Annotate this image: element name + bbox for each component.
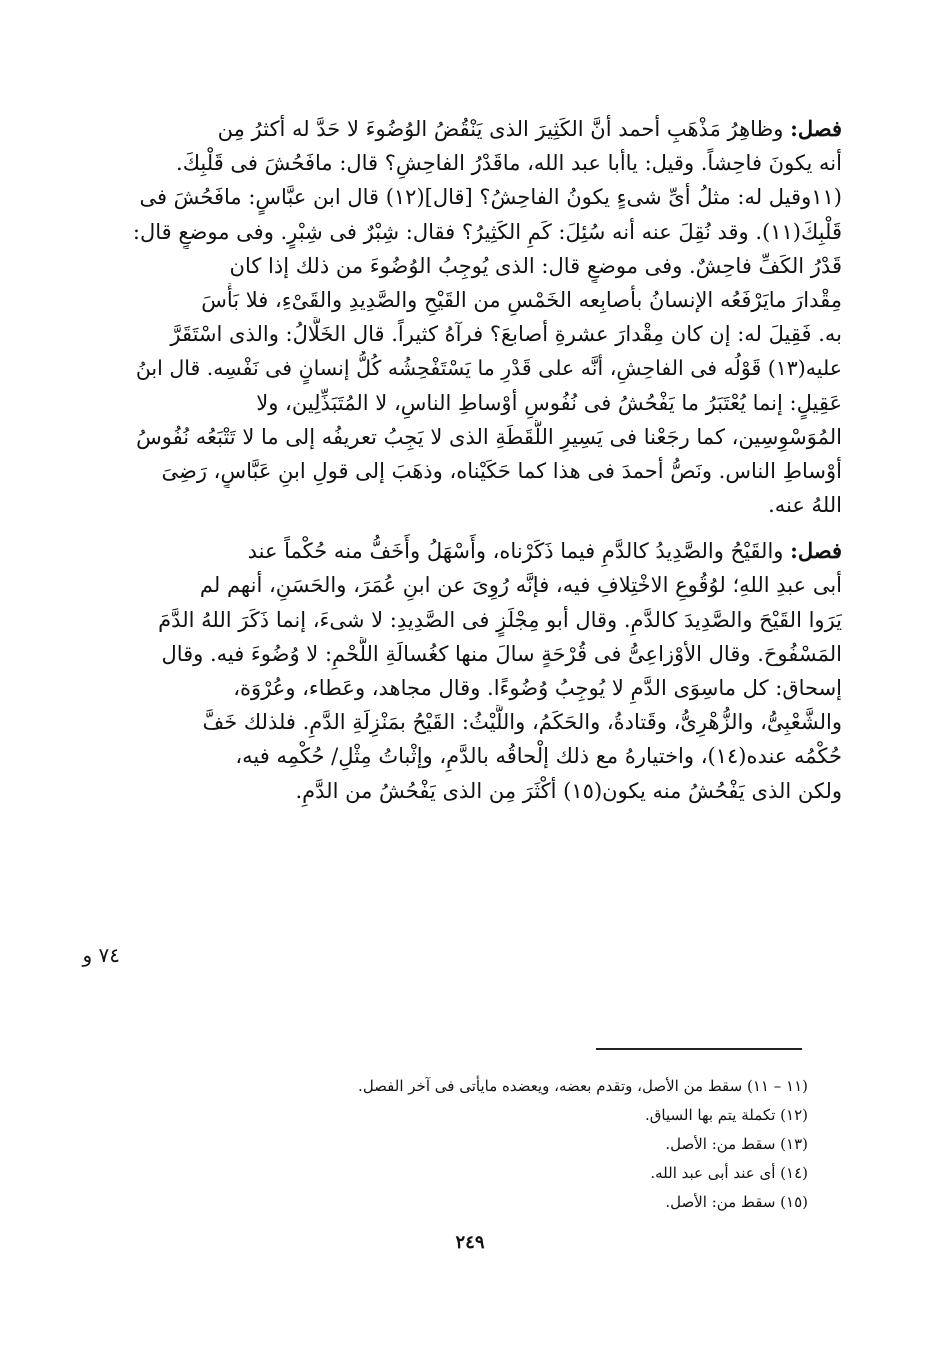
paragraph-2-line: ولكن الذى يَفْحُشُ منه يكون(١٥) أكْثَرَ مِن الذى يَفْحُشُ من الدَّمِ.: [295, 778, 842, 803]
paragraph-1-line: قَلْبِكَ(١١). وقد نُقِلَ عنه أنه سُئِلَ: كَمِ الكَثِيرُ؟ فقال: شِبْرٌ فى شِبْرٍ. وفى موضعٍ قال:: [132, 219, 842, 244]
paragraph-1-line: عليه(١٣) قَوْلُه فى الفاحِشِ، أنَّه على قَدْرِ ما يَسْتَفْحِشُه كُلُّ إنسانٍ فى نَفْسِه. قال ابنُ: [135, 356, 842, 381]
paragraph-2-line: المَسْفُوحَ. وقال الأوْزاعِىُّ فى قُرْحَةٍ سالَ منها كغُسالَةِ اللَّحْمِ: لا وُضُوءَ فيه. وقال: [161, 641, 842, 666]
paragraph-2-line: فصل: والقَيْحُ والصَّدِيدُ كالدَّمِ فيما ذَكَرْناه، وأَسْهَلُ وأَخَفُّ منه حُكْماً عند: [247, 538, 842, 564]
paragraph-1-line: مِقْدارَ مايَرْفَعُه الإنسانُ بأصابِعه الخَمْسِ من القَيْحِ والصَّدِيدِ والقَىْءِ، فلا بَأْسَ: [201, 287, 842, 312]
paragraph-2-line: يَرَوا القَيْحَ والصَّدِيدَ كالدَّمِ. وقال أبو مِجْلَزٍ فى الصَّدِيدِ: لا شىءَ، إنما ذَكَرَ اللهُ الدَّمَ: [158, 607, 842, 632]
section-heading-word: فصل:: [790, 116, 842, 141]
paragraph-2-line: والشَّعْبِىُّ، والزُّهْرِىُّ، وقَتادةُ، والحَكَمُ، واللَّيْثُ: القَيْحُ بمَنْزِلَةِ الدَّمِ. فلذلك خَفَّ: [202, 710, 842, 735]
paragraph-1-line: المُوَسْوِسِين، كما رجَعْنا فى يَسِيرِ اللُّقَطَةِ الذى لا يَجِبُ تعريفُه إلى ما لا تَتْبَعُه نُفُوسُ: [136, 424, 842, 449]
paragraph-2-line: إسحاق: كل ماسِوَى الدَّمِ لا يُوجِبُ وُضُوءًا. وقال مجاهد، وعَطاء، وعُرْوَة،: [233, 676, 842, 700]
paragraph-1-line: فصل: وظاهِرُ مَذْهَبِ أحمد أنَّ الكَثِيرَ الذى يَنْقُضُ الوُضُوءَ لا حَدَّ له أكثرُ مِن: [217, 116, 842, 141]
paragraph-1-line: اللهُ عنه.: [768, 493, 842, 518]
footnote-divider: [596, 1048, 802, 1050]
footnote: (١٤) أى عند أبى عبد الله.: [650, 1164, 808, 1182]
footnote: (١٣) سقط من: الأصل.: [665, 1135, 808, 1153]
paragraph-1-line: (١١وقيل له: مثلُ أىِّ شىءٍ يكونُ الفاحِشُ؟ [قال](١٢) قال ابن عبَّاسٍ: مافَحُشَ فى: [139, 185, 842, 210]
paragraph-1-line: أنه يكونَ فاحِشاً. وقيل: ياأبا عبد الله، ماقَدْرُ الفاحِشِ؟ قال: مافَحُشَ فى قَلْبِكَ.: [176, 151, 842, 176]
page-number: ٢٤٩: [455, 1232, 485, 1253]
footnotes: [300, 1072, 808, 1217]
paragraph-1-line: عَقِيلٍ: إنما يُعْتَبَرُ ما يَفْحُشُ فى نُفُوسِ أوْساطِ الناسِ، لا المُتَبَذِّلِين، ولا: [256, 390, 842, 415]
paragraph-1-line: قَدْرُ الكَفِّ فاحِشٌ. وفى موضعٍ قال: الذى يُوجِبُ الوُضُوءَ من ذلك إذا كان: [229, 253, 842, 278]
paragraph-2-line: أبى عبدِ اللهِ؛ لوُقُوعِ الاخْتِلافِ فيه، فإنَّه رُوِىَ عن ابنِ عُمَرَ، والحَسَنِ، أنهم لم: [199, 573, 842, 598]
manuscript-folio-note: ٧٤ و: [82, 943, 120, 967]
section-heading-word: فصل:: [790, 538, 842, 564]
paragraph-1-line: أوْساطِ الناس. ونَصُّ أحمدَ فى هذا كما حَكَيْناه، وذهَبَ إلى قولِ ابنِ عَبَّاسٍ، رَضِىَ: [161, 458, 842, 483]
footnote: (١١ – ١١) سقط من الأصل، وتقدم بعضه، ويعضده مايأتى فى آخر الفصل.: [358, 1077, 808, 1095]
footnote: (١٥) سقط من: الأصل.: [665, 1193, 808, 1211]
main-text: [132, 112, 842, 808]
paragraph-2-line: حُكْمُه عنده(١٤)، واختيارهُ مع ذلك إلْحاقُه بالدَّمِ، وإثْباتُ مِثْلِ/ حُكْمِه فيه،: [235, 744, 842, 769]
paragraph-1-line: به. فَقِيلَ له: إن كان مِقْدارَ عشرةِ أصابعَ؟ فرآهُ كثيراً. قال الخَلَّالُ: والذى اسْتَقَرَّ: [170, 322, 842, 347]
footnote: (١٢) تكملة يتم بها السياق.: [644, 1106, 808, 1124]
